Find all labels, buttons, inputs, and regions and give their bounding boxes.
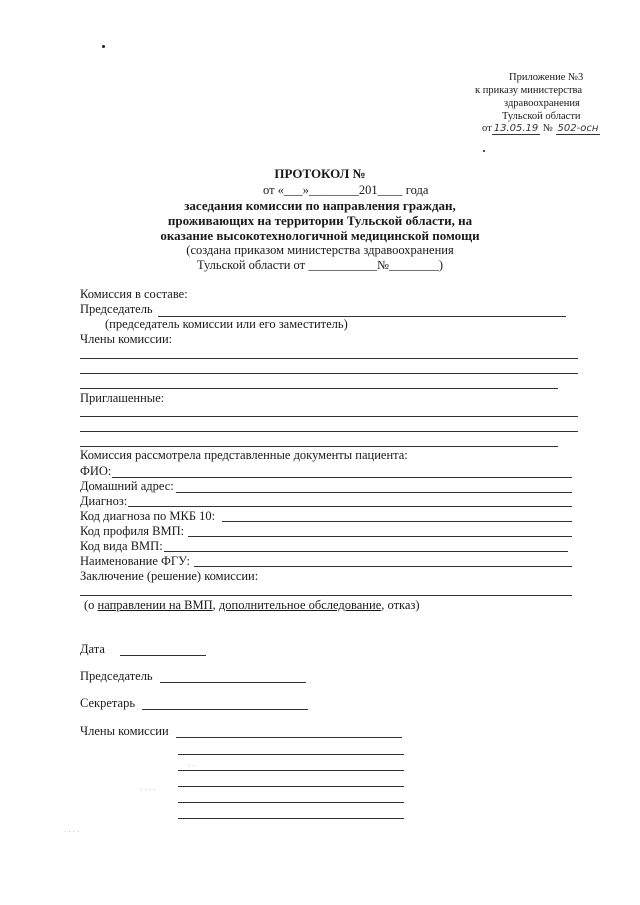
- members-sign-field-4[interactable]: [178, 786, 404, 787]
- profile-code-field[interactable]: [188, 536, 572, 537]
- scan-speck: [102, 45, 105, 48]
- fgu-name-field[interactable]: [194, 566, 572, 567]
- protocol-created-2: Тульской области от ___________№________): [196, 258, 444, 272]
- date-field[interactable]: [120, 655, 206, 656]
- chairman-hint: (председатель комиссии или его заместитель): [105, 317, 348, 331]
- scan-speck: · · · ·: [140, 786, 156, 794]
- commission-composition-label: Комиссия в составе:: [80, 287, 188, 301]
- date-prefix: от: [482, 123, 492, 134]
- members-sign-field-1[interactable]: [176, 737, 402, 738]
- protocol-subtitle-2: проживающих на территории Тульской области, на: [167, 213, 473, 228]
- members-sign-field-3[interactable]: [178, 770, 404, 771]
- mkb-code-label: Код диагноза по МКБ 10:: [80, 509, 216, 523]
- type-code-label: Код вида ВМП:: [80, 539, 163, 553]
- secretary-sign-label: Секретарь: [80, 696, 136, 710]
- members-sign-label: Члены комиссии: [80, 724, 169, 738]
- conclusion-options: [84, 598, 420, 613]
- fio-label: ФИО:: [80, 464, 112, 478]
- members-label: Члены комиссии:: [80, 332, 173, 346]
- chairman-label: Председатель: [80, 302, 153, 316]
- invited-label: Приглашенные:: [80, 391, 165, 405]
- fgu-name-label: Наименование ФГУ:: [80, 554, 190, 568]
- appendix-date-number: [482, 122, 600, 135]
- members-field-2[interactable]: [80, 373, 578, 374]
- diagnosis-field[interactable]: [128, 506, 572, 507]
- options-close: , отказ): [381, 598, 420, 612]
- appendix-order-ref: к приказу министерства: [475, 85, 583, 96]
- scan-speck: · · · ·: [64, 828, 80, 836]
- option-referral: направлении на ВМП: [97, 598, 213, 612]
- protocol-subtitle-1: заседания комиссии по направления граждан,: [184, 198, 456, 213]
- type-code-field[interactable]: [164, 551, 568, 552]
- appendix-ministry: здравоохранения: [504, 98, 580, 109]
- invited-field-2[interactable]: [80, 431, 578, 432]
- members-field-3[interactable]: [80, 388, 558, 389]
- chairman-sign-label: Председатель: [80, 669, 153, 683]
- conclusion-label: Заключение (решение) комиссии:: [80, 569, 259, 583]
- option-additional-exam: дополнительное обследование: [218, 598, 382, 612]
- handwritten-number: 502-осн: [557, 123, 599, 134]
- members-sign-field-2[interactable]: [178, 754, 404, 755]
- secretary-sign-field[interactable]: [142, 709, 308, 710]
- diagnosis-label: Диагноз:: [80, 494, 128, 508]
- conclusion-field[interactable]: [80, 595, 572, 596]
- appendix-region: Тульской области: [502, 111, 581, 122]
- options-open: (о: [84, 598, 98, 612]
- mkb-code-field[interactable]: [222, 521, 572, 522]
- members-field-1[interactable]: [80, 358, 578, 359]
- chairman-sign-field[interactable]: [160, 682, 306, 683]
- protocol-date-line: от «___»________201____ года: [263, 183, 429, 197]
- members-sign-field-5[interactable]: [178, 802, 404, 803]
- scan-speck: · ·: [188, 762, 195, 770]
- members-sign-field-6[interactable]: [178, 818, 404, 819]
- scan-speck: [483, 150, 485, 152]
- options-separator: ,: [212, 598, 219, 612]
- documents-intro: Комиссия рассмотрела представленные документы пациента:: [80, 448, 408, 462]
- number-prefix: №: [542, 123, 553, 134]
- protocol-subtitle-3: оказание высокотехнологичной медицинской помощи: [160, 228, 480, 243]
- date-label: Дата: [80, 642, 105, 656]
- address-label: Домашний адрес:: [80, 479, 174, 493]
- appendix-number: Приложение №3: [509, 72, 584, 83]
- invited-field-3[interactable]: [80, 446, 558, 447]
- handwritten-date: 13.05.19: [493, 123, 539, 134]
- invited-field-1[interactable]: [80, 416, 578, 417]
- profile-code-label: Код профиля ВМП:: [80, 524, 185, 538]
- protocol-created-1: (создана приказом министерства здравоохранения: [186, 243, 454, 257]
- protocol-title: ПРОТОКОЛ №: [274, 166, 366, 181]
- fio-field[interactable]: [112, 477, 572, 478]
- address-field[interactable]: [176, 492, 572, 493]
